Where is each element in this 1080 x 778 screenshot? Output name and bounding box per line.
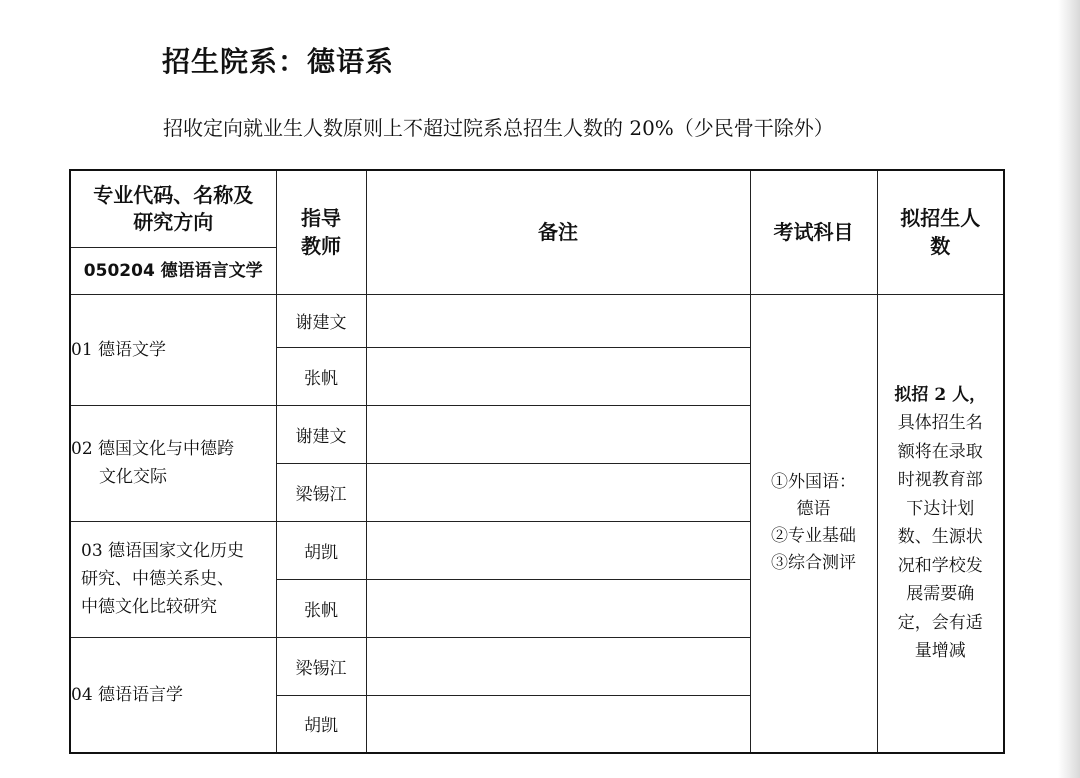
exam-subject-line: ③综合测评 xyxy=(771,553,856,574)
direction-label: 03 德语国家文化历史 xyxy=(81,541,245,561)
quota-line: 下达计划 xyxy=(906,498,975,519)
table-row xyxy=(70,294,1004,347)
quota-line: 具体招生名 xyxy=(897,413,983,434)
advisor-cell: 胡凯 xyxy=(276,521,366,579)
major-code-name: 050204 德语语言文学 xyxy=(70,247,276,294)
quota-line: 展需要确 xyxy=(906,584,975,605)
direction-cell xyxy=(70,521,276,637)
direction-label: 02 德国文化与中德跨 xyxy=(71,439,235,459)
exam-subject-line: 德语 xyxy=(796,499,831,520)
remark-cell xyxy=(366,405,750,463)
advisor-cell: 梁锡江 xyxy=(276,463,366,521)
direction-cell xyxy=(70,294,276,405)
quota-line: 时视教育部 xyxy=(897,470,983,491)
advisor-cell: 胡凯 xyxy=(276,695,366,753)
direction-cell xyxy=(70,637,276,753)
exam-subjects-cell xyxy=(750,294,877,753)
quota-line: 额将在录取 xyxy=(897,441,983,462)
quota-line: 拟招 2 人， xyxy=(894,384,987,405)
remark-cell xyxy=(366,637,750,695)
remark-cell xyxy=(366,579,750,637)
direction-label-continued: 文化交际 xyxy=(99,467,167,487)
direction-label-continued: 中德文化比较研究 xyxy=(81,597,217,617)
header-code-name-direction: 专业代码、名称及研究方向 xyxy=(70,170,276,247)
quota-line: 量增减 xyxy=(914,641,966,662)
planned-enrollment-cell xyxy=(877,294,1004,753)
quota-line: 定，会有适 xyxy=(897,612,983,633)
header-planned-enrollment: 拟招生人数 xyxy=(877,170,1004,294)
direction-label: 01 德语文学 xyxy=(71,339,167,360)
department-title: 招生院系：德语系 xyxy=(162,45,395,78)
remark-cell xyxy=(366,294,750,347)
exam-subject-line: ②专业基础 xyxy=(771,526,856,547)
header-exam-subjects: 考试科目 xyxy=(750,170,877,294)
direction-cell xyxy=(70,405,276,521)
remark-cell xyxy=(366,347,750,405)
remark-cell xyxy=(366,463,750,521)
page-edge-shadow xyxy=(1058,0,1080,778)
direction-label: 04 德语语言学 xyxy=(71,684,184,705)
advisor-cell: 张帆 xyxy=(276,579,366,637)
quota-line: 数、生源状 xyxy=(897,527,983,548)
remark-cell xyxy=(366,521,750,579)
enrollment-table xyxy=(69,169,1005,754)
advisor-cell: 梁锡江 xyxy=(276,637,366,695)
remark-cell xyxy=(366,695,750,753)
header-remarks: 备注 xyxy=(366,170,750,294)
direction-label-continued: 研究、中德关系史、 xyxy=(81,569,234,589)
directional-enrollment-note: 招收定向就业生人数原则上不超过院系总招生人数的 20%（少民骨干除外） xyxy=(163,116,834,140)
advisor-cell: 谢建文 xyxy=(276,294,366,347)
advisor-cell: 谢建文 xyxy=(276,405,366,463)
exam-subject-line: ①外国语： xyxy=(771,472,856,493)
advisor-cell: 张帆 xyxy=(276,347,366,405)
header-advisor: 指导教师 xyxy=(276,170,366,294)
quota-line: 况和学校发 xyxy=(897,555,983,576)
